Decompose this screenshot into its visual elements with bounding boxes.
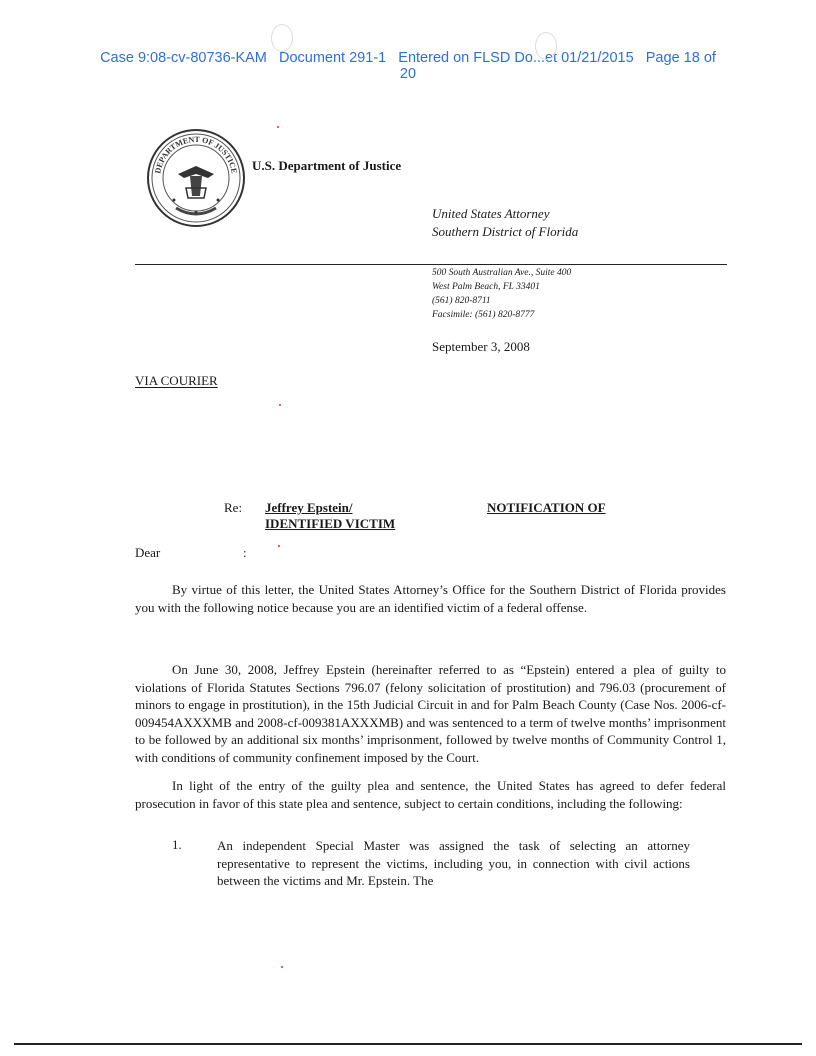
document-number: Document 291-1 bbox=[278, 50, 387, 66]
scan-mark-circle bbox=[535, 32, 557, 60]
scan-speck bbox=[278, 545, 280, 547]
page-total: 20 bbox=[399, 66, 417, 82]
salutation-colon: : bbox=[243, 545, 247, 560]
subject-name: Jeffrey Epstein/ bbox=[265, 500, 353, 515]
scan-mark-circle bbox=[271, 24, 293, 52]
page-number: Page 18 of bbox=[645, 50, 716, 66]
paragraph-plea: On June 30, 2008, Jeffrey Epstein (hereinafter referred to as “Epstein) entered a plea of guilty to violations of Florida Statutes Sections 796.07 (felony solicitation of prostitution) and 796.03 (procurement of minors to engage in prostitution), in the 15th Judicial Circuit in and for Palm Beach County (Case Nos. 2006-cf-009454AXXXMB and 2008-cf-009381AXXXMB) and was sentenced to a term of twelve months’ imprisonment to be followed by an additional six months’ imprisonment, followed by twelve months of Community Control 1, with conditions of community confinement imposed by the Court. bbox=[135, 662, 726, 765]
entered-date: Entered on FLSD Do...et 01/21/2015 bbox=[398, 50, 634, 66]
subject-victim: IDENTIFIED VICTIM bbox=[265, 516, 396, 531]
case-header-line-1 bbox=[0, 50, 816, 66]
letter-date: September 3, 2008 bbox=[432, 339, 530, 354]
scan-speck bbox=[277, 126, 279, 128]
letterhead-divider bbox=[135, 264, 727, 265]
scan-speck bbox=[281, 966, 283, 968]
department-name: U.S. Department of Justice bbox=[252, 158, 402, 173]
subject-notification: NOTIFICATION OF bbox=[487, 500, 606, 515]
list-item-number: 1. bbox=[172, 837, 182, 852]
paragraph-notice: By virtue of this letter, the United States Attorney’s Office for the Southern District of Florida provides you with the following notice because you are an identified victim of a federal offense. bbox=[135, 582, 726, 615]
address-city: West Palm Beach, FL 33401 bbox=[432, 282, 540, 292]
address-street: 500 South Australian Ave., Suite 400 bbox=[432, 268, 572, 278]
address-block bbox=[432, 266, 571, 322]
office-district: Southern District of Florida bbox=[432, 224, 579, 239]
office-title: United States Attorney bbox=[432, 206, 550, 221]
list-item-text: An independent Special Master was assigned the task of selecting an attorney representative to represent the victims, including you, in connection with civil actions between the victims and Mr. Epstein. The bbox=[217, 838, 690, 888]
seal-lettering: DEPARTMENT OF JUSTICE bbox=[153, 134, 239, 175]
subject-label: Re: bbox=[224, 500, 243, 515]
salutation: Dear bbox=[135, 545, 161, 560]
scan-speck bbox=[279, 404, 281, 406]
case-header-stamp bbox=[0, 50, 816, 82]
page-bottom-rule bbox=[14, 1043, 802, 1045]
paragraph-deferral: In light of the entry of the guilty plea and sentence, the United States has agreed to defer federal prosecution in favor of this state plea and sentence, subject to certain conditions, including the following: bbox=[135, 778, 726, 811]
office-block bbox=[432, 205, 578, 241]
address-phone: (561) 820-8711 bbox=[432, 296, 491, 306]
case-number: Case 9:08-cv-80736-KAM bbox=[100, 50, 267, 66]
address-fax: Facsimile: (561) 820-8777 bbox=[432, 310, 535, 320]
doj-seal-icon bbox=[146, 128, 246, 228]
delivery-method: VIA COURIER bbox=[135, 373, 218, 388]
